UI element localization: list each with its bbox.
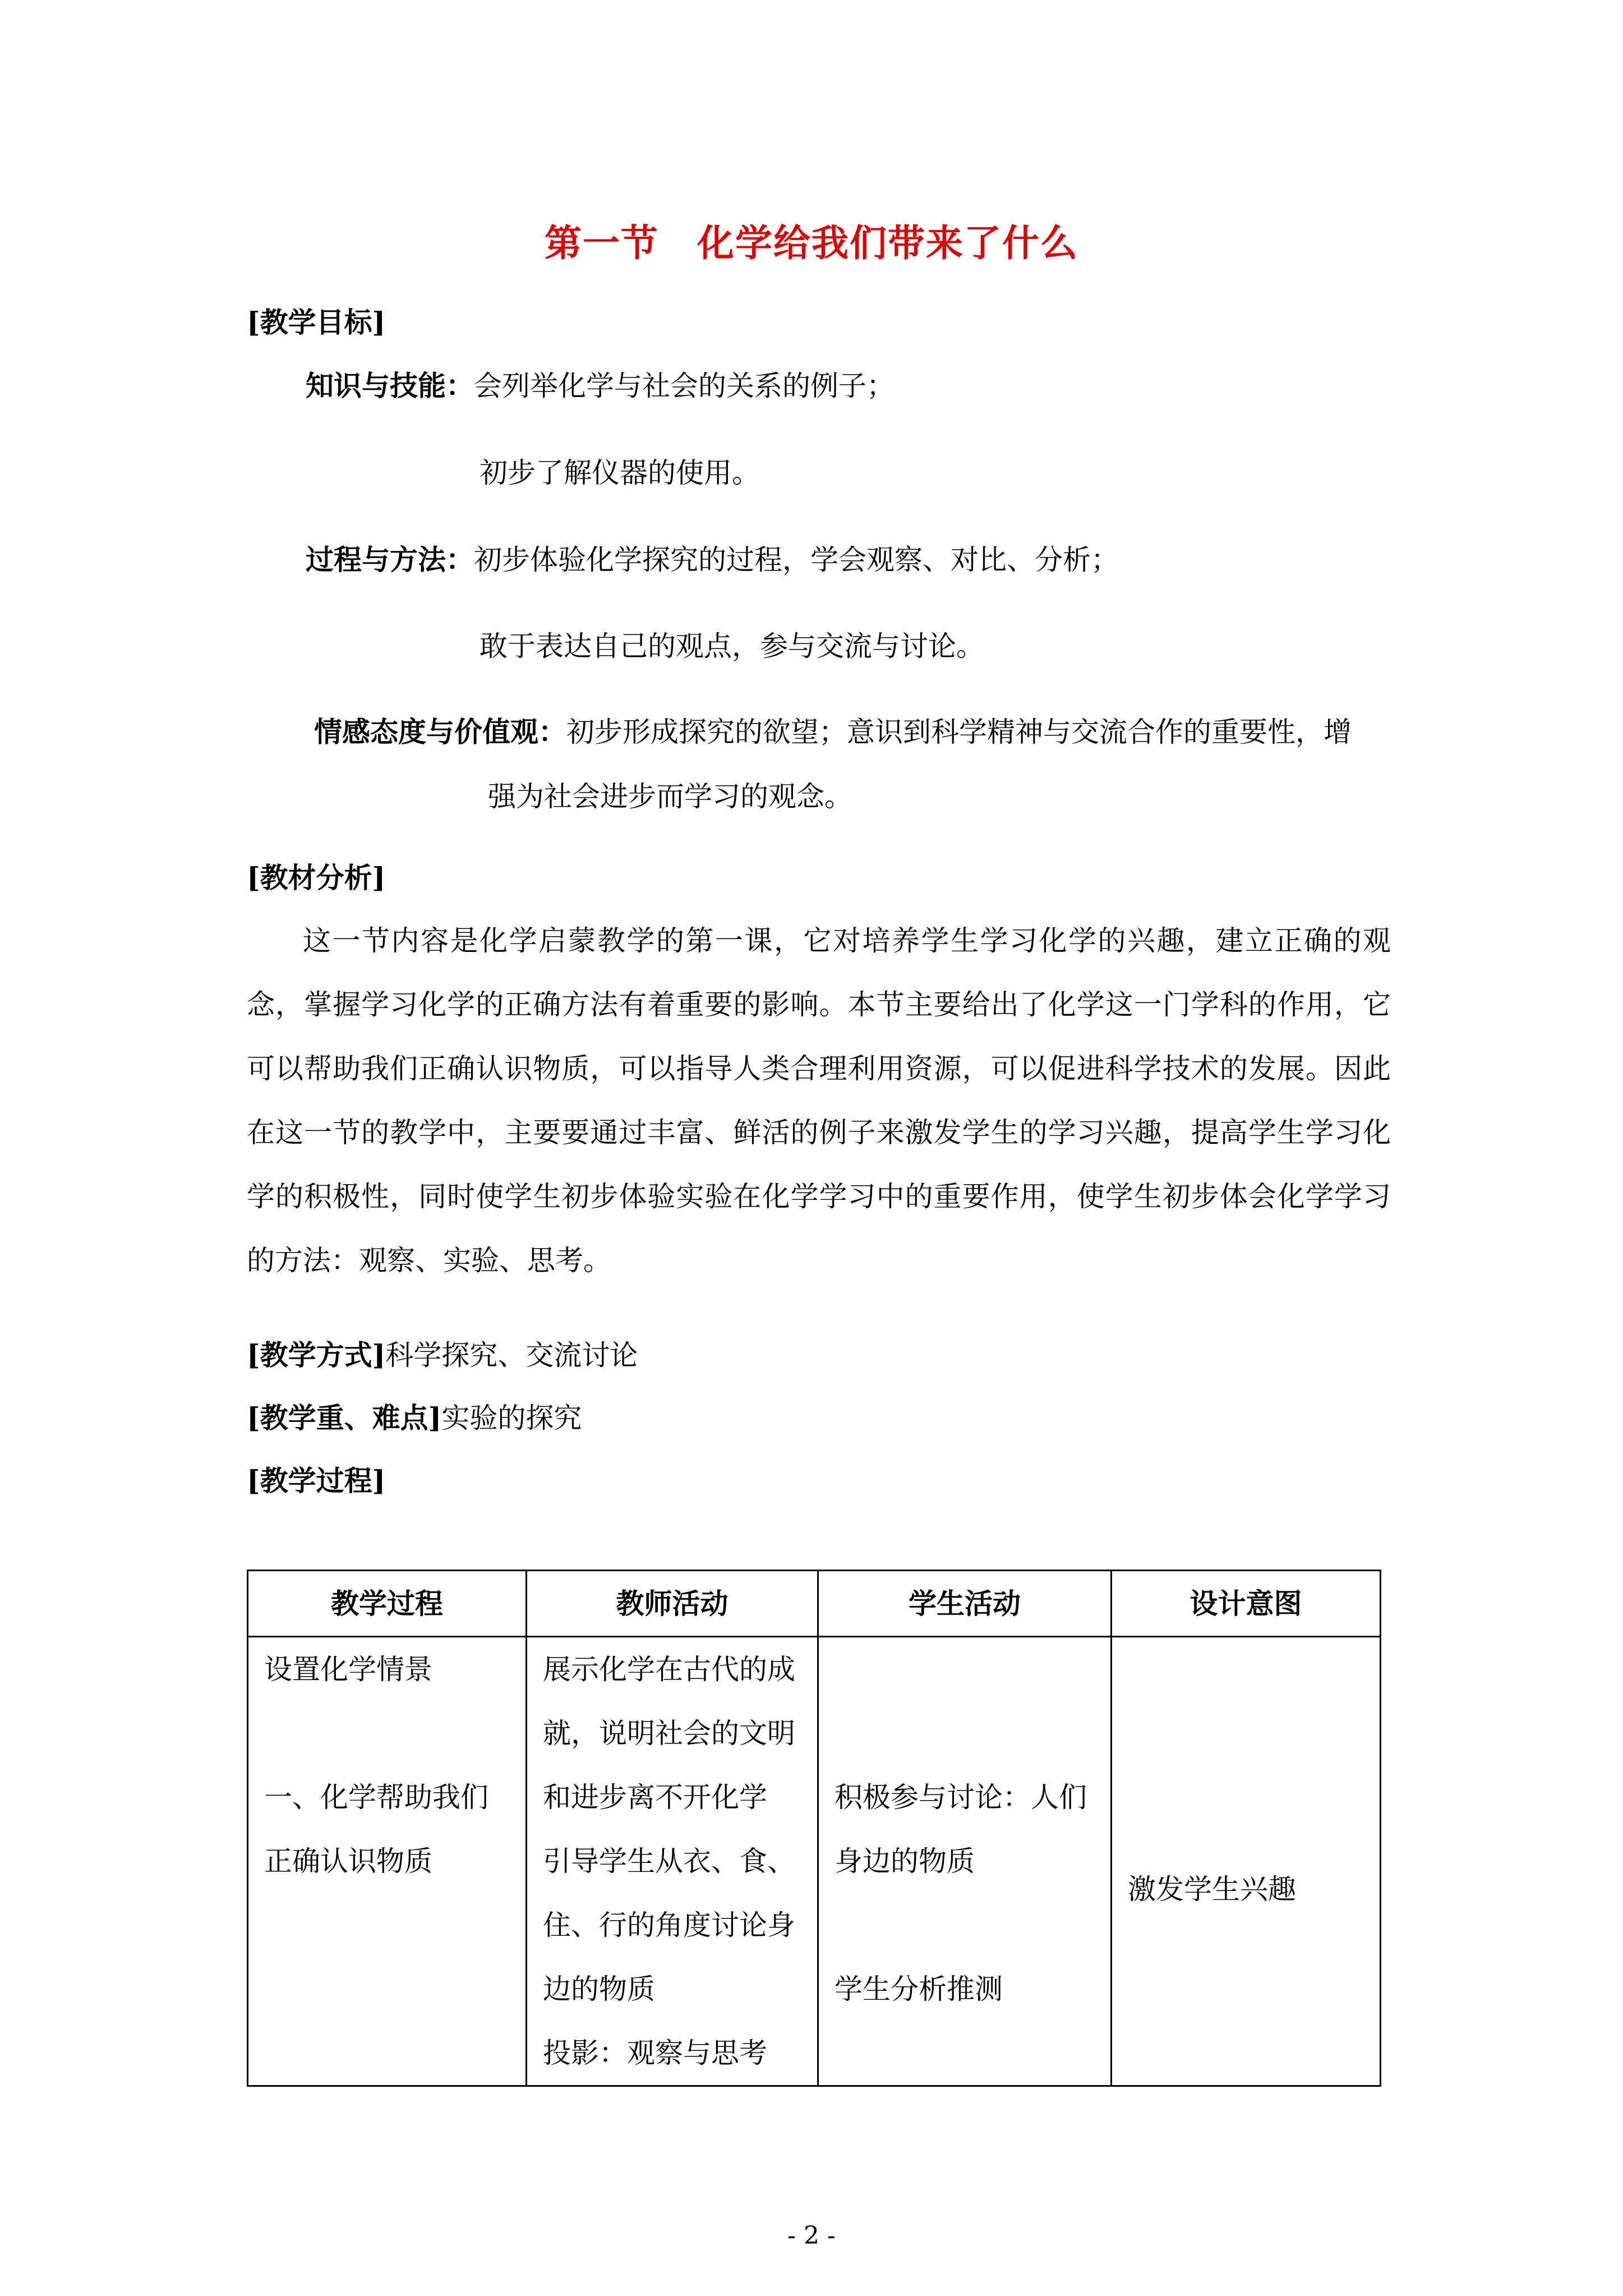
header-design-intent: 设计意图	[1112, 1571, 1381, 1637]
keypoints-label: [教学重、难点]	[247, 1401, 442, 1434]
student-activity-analyze: 学生分析推测	[834, 1973, 1003, 2005]
table-row	[248, 1637, 1381, 2086]
objectives-heading: [教学目标]	[247, 306, 386, 339]
process-label: 过程与方法：	[306, 543, 474, 576]
method-line	[247, 1333, 638, 1373]
table-header-row	[248, 1571, 1381, 1637]
knowledge-line-1	[306, 364, 895, 404]
emotion-text-2: 强为社会进步而学习的观念。	[488, 780, 852, 813]
keypoints-value: 实验的探究	[441, 1402, 582, 1434]
header-teacher-activity: 教师活动	[527, 1571, 818, 1637]
cell-design-intent	[1112, 1637, 1381, 2086]
student-activity-discuss: 积极参与讨论：人们身边的物质	[834, 1781, 1087, 1878]
cell-teaching-process: 设置化学情景 一、化学帮助我们正确认识物质	[248, 1637, 527, 2086]
header-teaching-process: 教学过程	[248, 1571, 527, 1637]
method-value: 科学探究、交流讨论	[385, 1339, 638, 1372]
process-text-2: 敢于表达自己的观点，参与交流与讨论。	[479, 630, 984, 662]
process-line-1	[306, 537, 1119, 578]
process-text-1: 初步体验化学探究的过程，学会观察、对比、分析；	[474, 544, 1119, 576]
method-label: [教学方式]	[247, 1338, 386, 1372]
cell-teacher-activity: 展示化学在古代的成就，说明社会的文明和进步离不开化学 引导学生从衣、食、住、行的角度讨论身边的物质 投影：观察与思考	[527, 1637, 818, 2086]
design-intent-text: 激发学生兴趣	[1128, 1873, 1296, 1906]
process-heading: [教学过程]	[247, 1464, 386, 1497]
emotion-text-1: 初步形成探究的欲望；意识到科学精神与交流合作的重要性，增	[566, 716, 1352, 748]
knowledge-text-2: 初步了解仪器的使用。	[479, 457, 760, 489]
header-student-activity: 学生活动	[818, 1571, 1112, 1637]
emotion-line-1	[314, 710, 1352, 750]
cell-student-activity	[818, 1637, 1112, 2086]
analysis-heading: [教材分析]	[247, 861, 386, 894]
knowledge-label: 知识与技能：	[306, 369, 474, 402]
knowledge-text-1: 会列举化学与社会的关系的例子；	[474, 370, 895, 402]
lesson-plan-table	[247, 1570, 1381, 2087]
analysis-paragraph: 这一节内容是化学启蒙教学的第一课，它对培养学生学习化学的兴趣，建立正确的观念，掌握学习化学的正确方法有着重要的影响。本节主要给出了化学这一门学科的作用，它可以帮助我们正确认识物质，可以指导人类合理利用资源，可以促进科学技术的发展。因此在这一节的教学中，主要要通过丰富、鲜活的例子来激发学生的学习兴趣，提高学生学习化学的积极性，同时使学生初步体验实验在化学学习中的重要作用，使学生初步体会化学学习的方法：观察、实验、思考。	[247, 924, 1391, 1277]
emotion-label: 情感态度与价值观：	[314, 715, 566, 748]
page-title: 第一节 化学给我们带来了什么	[545, 221, 1078, 265]
keypoints-line	[247, 1396, 582, 1436]
page-number: - 2 -	[787, 2221, 836, 2250]
